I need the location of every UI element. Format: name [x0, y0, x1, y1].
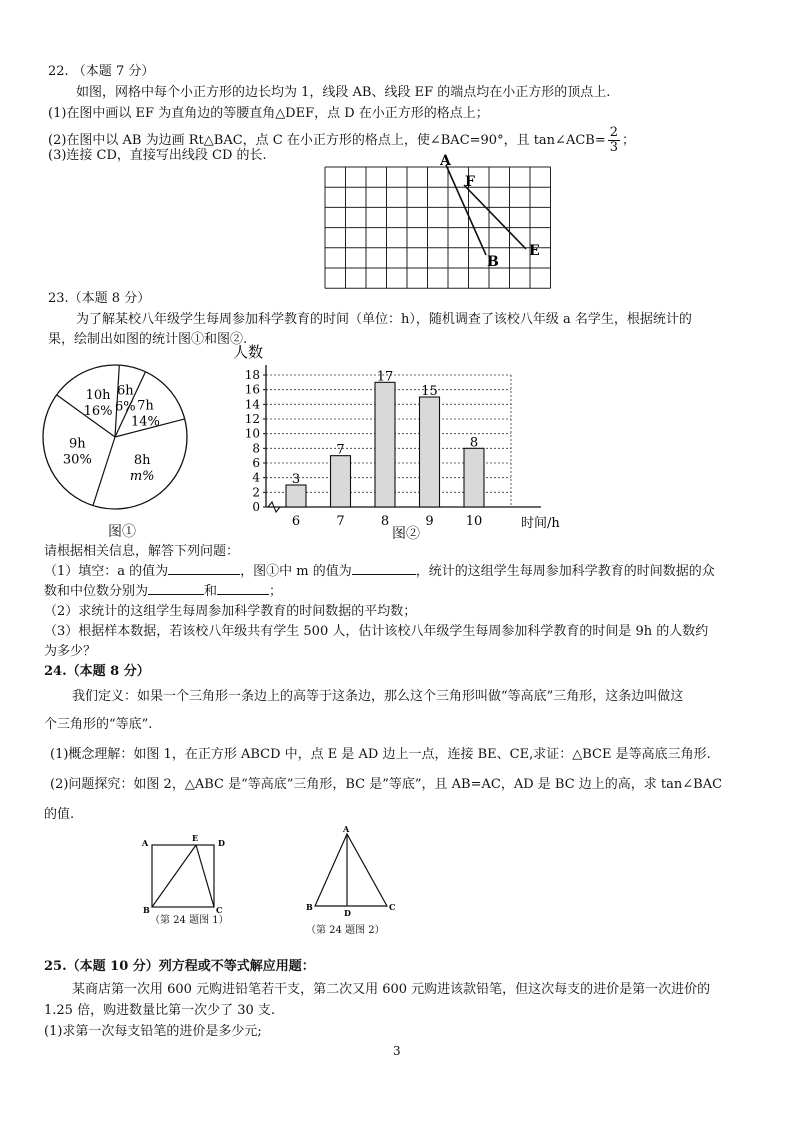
q23-part2: （2）求统计的这组学生每周参加科学教育的时间数据的平均数； — [44, 604, 417, 619]
q24-figure-1 — [140, 835, 230, 915]
x-tick-8: 8 — [380, 514, 390, 529]
pie-label-7h: 7h — [137, 398, 154, 414]
label-a: A — [440, 153, 451, 169]
q23-question-intro: 请根据相关信息，解答下列问题： — [44, 544, 240, 559]
pie-value-6h: 6% — [114, 399, 136, 415]
y-tick-8: 8 — [252, 441, 260, 456]
q25-text-2: 1.25 倍，购进数量比第一次少了 30 支. — [44, 1003, 276, 1018]
blank-a[interactable] — [168, 574, 240, 575]
q23-part1-line2: 数和中位数分别为 和 ； — [44, 584, 283, 599]
q24-definition-1: 我们定义：如果一个三角形一条边上的高等于这条边，那么这个三角形叫做“等高底”三角形，这条边叫做这 — [72, 689, 684, 704]
label-f: F — [465, 174, 475, 190]
q24-part2-line1: (2)问题探究：如图 2，△ABC 是“等高底”三角形，BC 是”等底”，且 AB=AC，AD 是 BC 边上的高，求 tan∠BAC — [50, 777, 723, 792]
pie-chart — [40, 362, 190, 512]
q22-intro: 如图，网格中每个小正方形的边长均为 1，线段 AB、线段 EF 的端点均在小正方形的顶点上. — [76, 85, 611, 100]
bar-6 — [286, 485, 306, 507]
svg-text:E: E — [192, 833, 199, 843]
q24-figure-2 — [300, 826, 400, 916]
y-axis-label: 人数 — [233, 343, 264, 361]
q25-text-1: 某商店第一次用 600 元购进铅笔若干支，第二次又用 600 元购进该款铅笔，但这次每支的进价是第一次进价的 — [72, 982, 711, 997]
q23-part1-line1: （1）填空：a 的值为 ，图①中 m 的值为 ，统计的这组学生每周参加科学教育的时间数据的众 — [44, 564, 715, 579]
blank-median[interactable] — [217, 594, 269, 595]
q22-part3: (3)连接 CD，直接写出线段 CD 的长. — [48, 148, 267, 163]
q22-part1: (1)在图中画以 EF 为直角边的等腰直角△DEF，点 D 在小正方形的格点上； — [48, 106, 489, 121]
q24-definition-2: 个三角形的“等底”. — [44, 717, 153, 732]
svg-text:D: D — [218, 838, 225, 848]
svg-text:A: A — [343, 824, 350, 834]
bar-value-8: 17 — [376, 369, 394, 385]
q22-header: 22. （本题 7 分） — [48, 64, 155, 79]
bar-caption: 图② — [392, 526, 420, 542]
bar-8 — [375, 382, 395, 507]
label-e: E — [529, 243, 540, 259]
x-tick-7: 7 — [336, 514, 345, 529]
bar-chart — [228, 345, 558, 530]
blank-mode[interactable] — [148, 594, 204, 595]
bar-value-6: 3 — [291, 472, 301, 487]
q25-part1: (1)求第一次每支铅笔的进价是多少元; — [44, 1024, 262, 1039]
y-tick-16: 16 — [244, 382, 260, 397]
q24-part1: (1)概念理解：如图 1，在正方形 ABCD 中，点 E 是 AD 边上一点，连接 BE、CE,求证：△BCE 是等高底三角形. — [50, 747, 711, 762]
x-tick-6: 6 — [291, 514, 301, 529]
y-tick-10: 10 — [244, 426, 260, 441]
y-tick-14: 14 — [244, 397, 260, 412]
q23-intro-2: 果，绘制出如图的统计图①和图②. — [48, 332, 248, 347]
pie-label-8h: 8h — [133, 452, 151, 468]
pie-value-8h: m% — [129, 468, 155, 484]
svg-text:B: B — [306, 902, 313, 912]
bar-value-10: 8 — [469, 435, 479, 451]
bar-value-9: 15 — [421, 384, 438, 399]
pie-label-9h: 9h — [69, 436, 86, 452]
x-tick-10: 10 — [465, 514, 483, 529]
pie-value-10h: 16% — [83, 404, 113, 420]
x-axis-label: 时间/h — [521, 516, 560, 531]
fraction-2-3: $\frac{2}{3}$ — [609, 125, 619, 155]
blank-m[interactable] — [352, 574, 416, 575]
page-number: 3 — [393, 1044, 401, 1058]
bar-value-7: 7 — [336, 442, 345, 458]
y-tick-4: 4 — [252, 470, 260, 485]
pie-label-6h: 6h — [116, 383, 134, 399]
pie-label-10h: 10h — [85, 388, 111, 404]
q23-part3-line1: （3）根据样本数据，若该校八年级共有学生 500 人，估计该校八年级学生每周参加科学教育的时间是 9h 的人数约 — [44, 624, 709, 639]
q25-header: 25.（本题 10 分）列方程或不等式解应用题： — [44, 959, 315, 974]
q22-part2: (2)在图中以 AB 为边画 Rt△BAC，点 C 在小正方形的格点上，使∠BAC=90°，且 tan∠ACB= $\frac{2}{3}$ ； — [48, 125, 636, 155]
svg-text:B: B — [143, 905, 150, 915]
y-tick-18: 18 — [244, 368, 260, 382]
y-tick-6: 6 — [252, 456, 260, 470]
y-tick-2: 2 — [252, 485, 260, 500]
q23-intro-1: 为了解某校八年级学生每周参加科学教育的时间（单位：h），随机调查了该校八年级 a 名学生，根据统计的 — [76, 312, 692, 327]
bar-10 — [464, 448, 484, 507]
pie-caption: 图① — [108, 524, 136, 540]
q22-part2-text: (2)在图中以 AB 为边画 Rt△BAC，点 C 在小正方形的格点上，使∠BAC=90°，且 tan∠ACB= — [48, 133, 606, 148]
pie-value-7h: 14% — [130, 414, 160, 430]
segment-ef — [464, 185, 526, 249]
label-b: B — [487, 254, 499, 270]
svg-text:C: C — [389, 902, 396, 912]
svg-text:D: D — [344, 908, 351, 918]
bar-7 — [331, 456, 351, 507]
q22-grid-figure — [320, 155, 550, 280]
q24-fig2-caption: （第 24 题图 2） — [306, 925, 385, 936]
q23-header: 23.（本题 8 分） — [48, 291, 151, 306]
q24-part2-line2: 的值. — [44, 807, 75, 822]
bar-9 — [420, 397, 440, 507]
pie-value-9h: 30% — [62, 452, 92, 468]
q24-fig1-caption: （第 24 题图 1） — [150, 915, 229, 926]
x-tick-9: 9 — [425, 514, 434, 529]
y-tick-0: 0 — [252, 500, 260, 514]
q23-part3-line2: 为多少？ — [44, 644, 97, 659]
svg-text:A: A — [142, 838, 149, 848]
q24-header: 24.（本题 8 分） — [44, 664, 150, 679]
y-tick-12: 12 — [244, 412, 260, 426]
svg-text:C: C — [216, 905, 223, 915]
